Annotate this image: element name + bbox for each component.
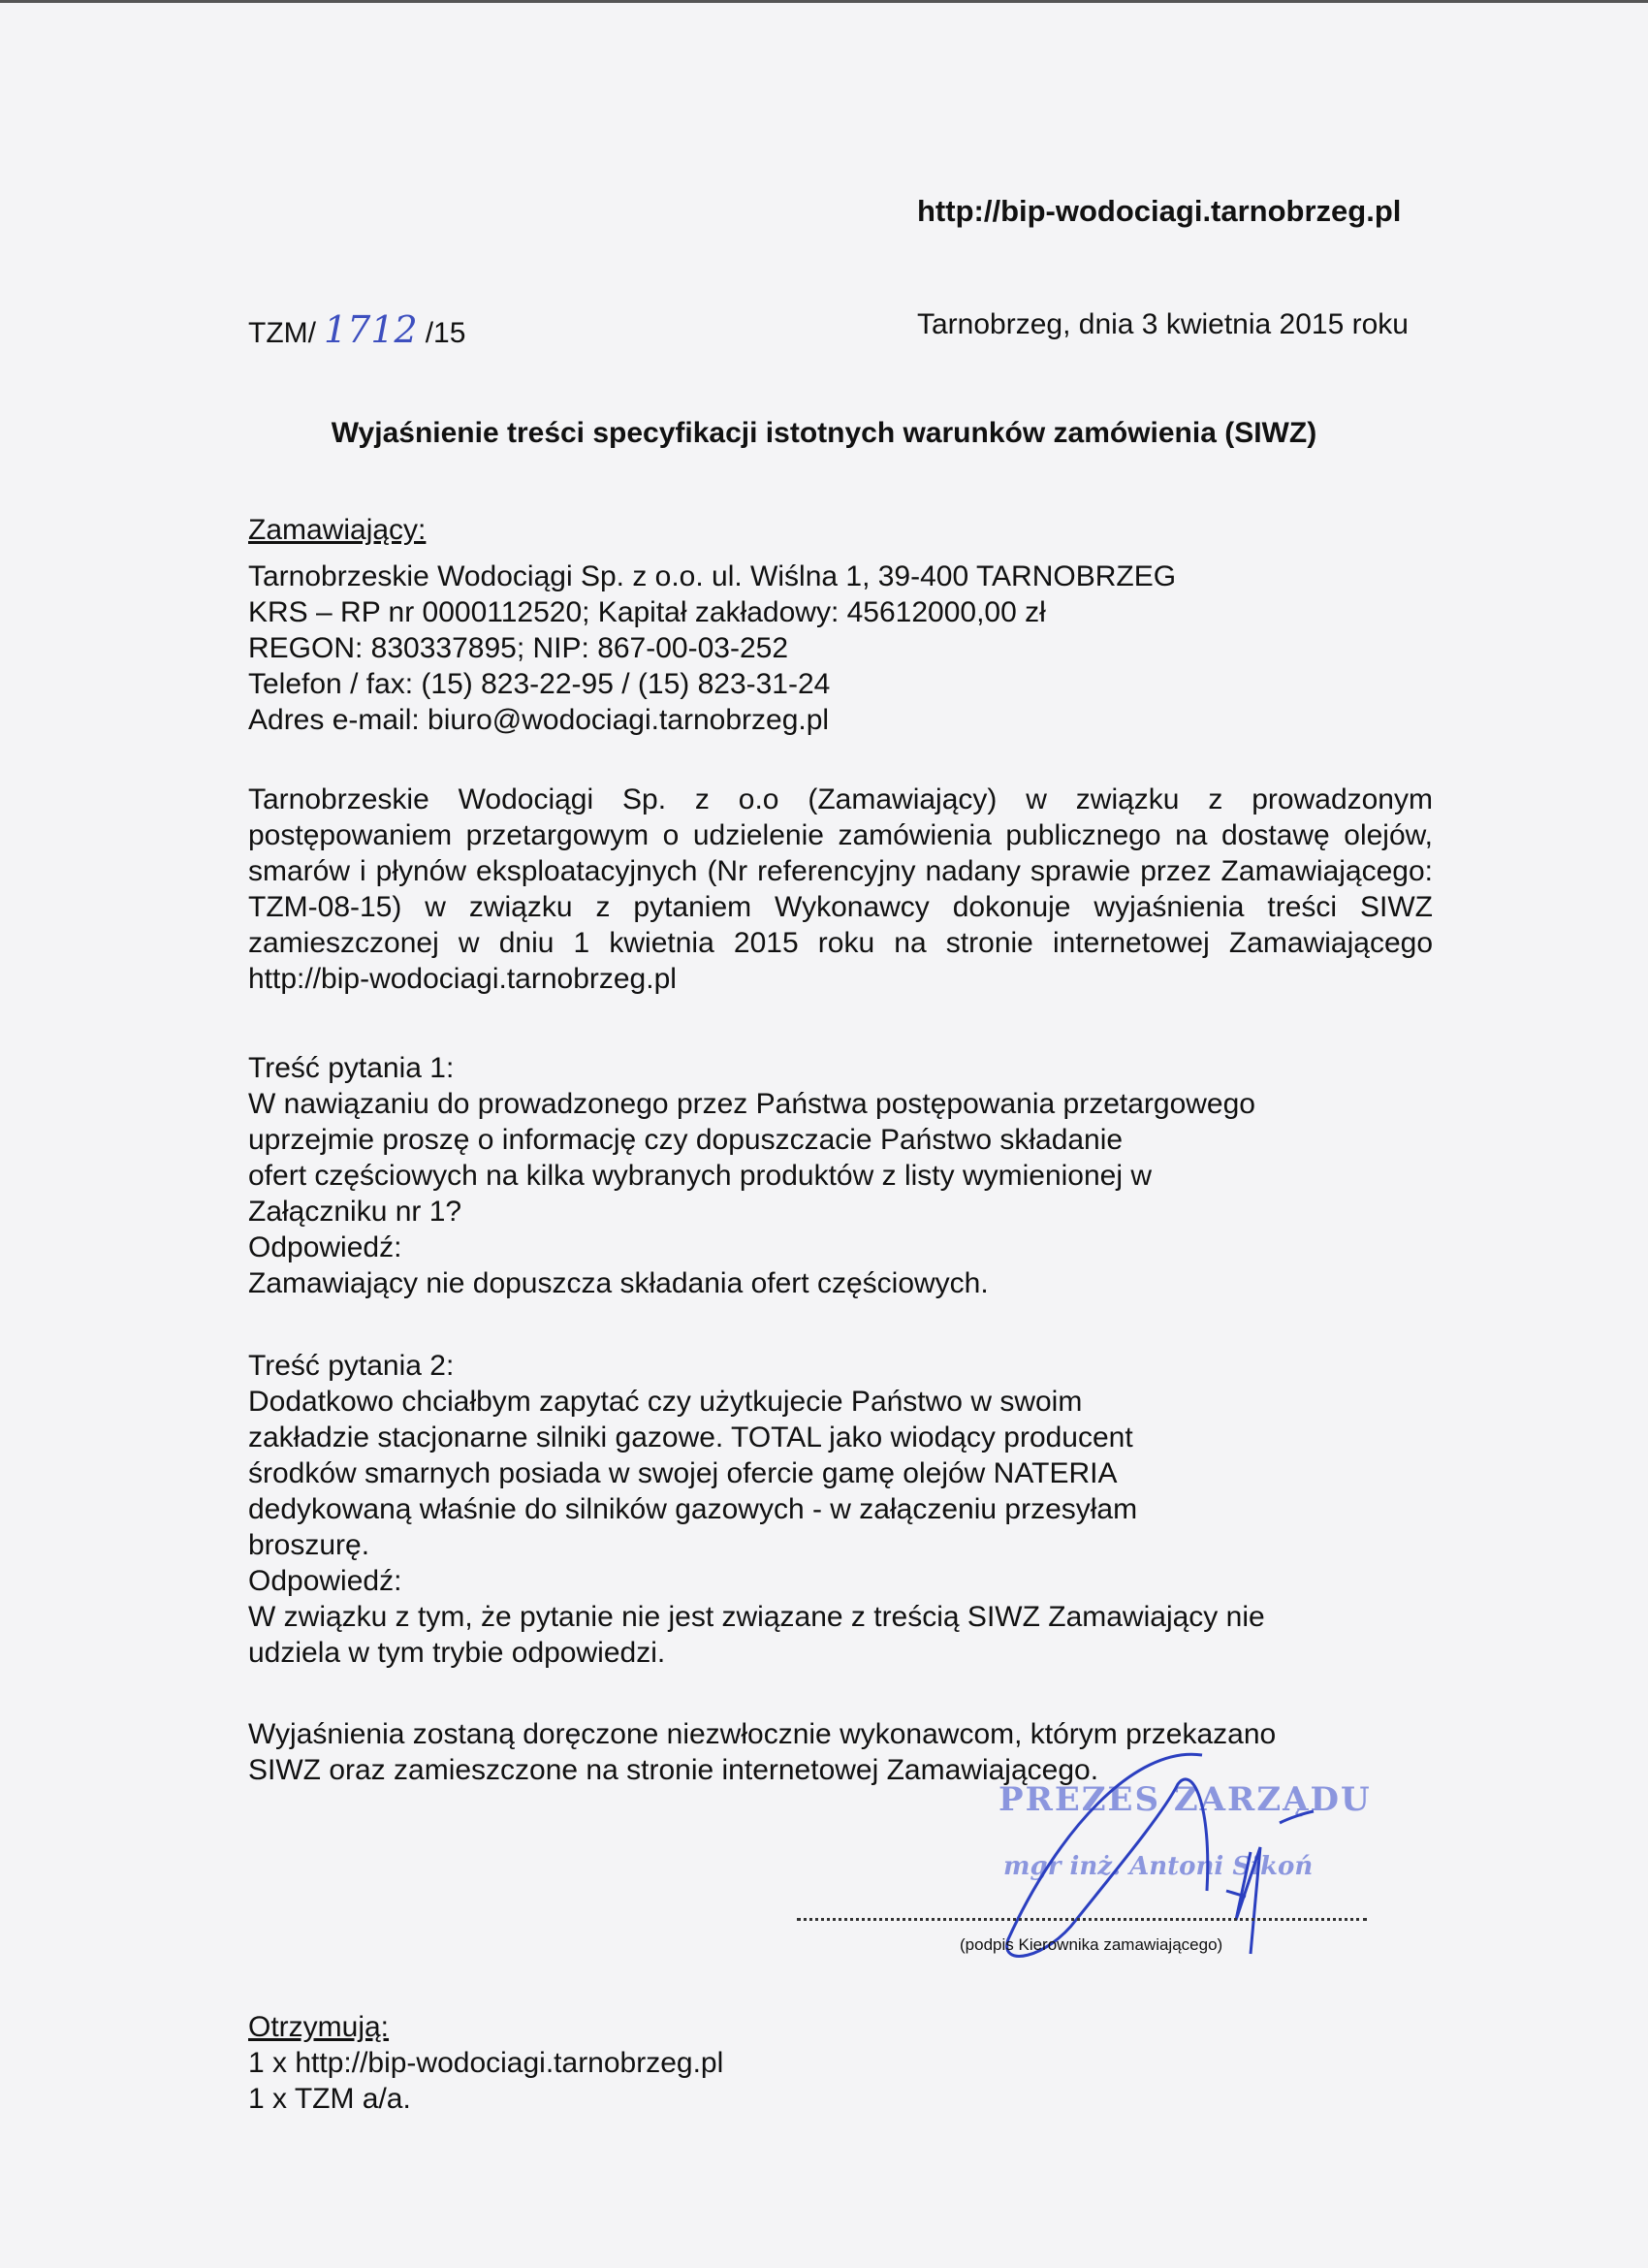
question-1	[248, 1050, 1255, 1301]
question-line: W nawiązaniu do prowadzonego przez Państwa postępowania przetargowego	[248, 1088, 1255, 1120]
question-label: Treść pytania 1:	[248, 1052, 455, 1084]
recipients	[248, 2009, 723, 2117]
question-line: Załączniku nr 1?	[248, 1196, 462, 1228]
ref-prefix: TZM/	[248, 317, 316, 349]
scan-edge	[0, 0, 1648, 3]
recipient-item: 1 x TZM a/a.	[248, 2083, 411, 2115]
question-line: dedykowaną właśnie do silników gazowych - w załączeniu przesyłam	[248, 1493, 1138, 1525]
buyer-heading: Zamawiający:	[248, 514, 427, 546]
question-line: zakładzie stacjonarne silniki gazowe. TOTAL jako wiodący producent	[248, 1421, 1133, 1453]
ref-suffix: /15	[425, 317, 466, 349]
intro-paragraph: Tarnobrzeskie Wodociągi Sp. z o.o (Zamawiający) w związku z prowadzonym postępowaniem przetargowym o udzielenie zamówienia publicznego na dostawę olejów, smarów i płynów eksploatacyjnych (Nr referencyjny nadany sprawie przez Zamawiającego: TZM-08-15) w związku z pytaniem Wykonawcy dokonuje wyjaśnienia treści SIWZ zamieszczonej w dniu 1 kwietnia 2015 roku na stronie internetowej Zamawiającego http://bip-wodociagi.tarnobrzeg.pl	[248, 783, 1433, 995]
buyer-line: REGON: 830337895; NIP: 867-00-03-252	[248, 632, 789, 664]
buyer-details	[248, 559, 1176, 738]
question-line: broszurę.	[248, 1529, 370, 1561]
answer-label: Odpowiedź:	[248, 1231, 402, 1263]
signature-label: (podpis Kierownika zamawiającego)	[960, 1935, 1223, 1954]
answer-line: W związku z tym, że pytanie nie jest związane z treścią SIWZ Zamawiający nie	[248, 1601, 1265, 1633]
question-line: uprzejmie proszę o informację czy dopuszczacie Państwo składanie	[248, 1124, 1124, 1156]
header-url: http://bip-wodociagi.tarnobrzeg.pl	[917, 194, 1402, 228]
question-line: środków smarnych posiada w swojej ofercie gamę olejów NATERIA	[248, 1457, 1118, 1489]
buyer-line: Tarnobrzeskie Wodociągi Sp. z o.o. ul. Wiślna 1, 39-400 TARNOBRZEG	[248, 560, 1177, 592]
stamp-title: PREZES ZARZĄDU	[998, 1780, 1372, 1819]
signature-line	[797, 1918, 1367, 1921]
question-label: Treść pytania 2:	[248, 1350, 455, 1382]
reference-number	[248, 308, 465, 351]
closing-line: SIWZ oraz zamieszczone na stronie internetowej Zamawiającego.	[248, 1754, 1099, 1786]
document-date: Tarnobrzeg, dnia 3 kwietnia 2015 roku	[917, 308, 1409, 340]
closing-line: Wyjaśnienia zostaną doręczone niezwłocznie wykonawcom, którym przekazano	[248, 1718, 1277, 1750]
recipients-heading: Otrzymują:	[248, 2011, 390, 2043]
stamp-name: mgr inż. Antoni Sikoń	[1003, 1852, 1314, 1881]
question-line: ofert częściowych na kilka wybranych produktów z listy wymienionej w	[248, 1160, 1153, 1192]
buyer-line: Adres e-mail: biuro@wodociagi.tarnobrzeg.pl	[248, 704, 830, 736]
handwritten-signature-icon	[969, 1745, 1318, 1959]
answer-line: Zamawiający nie dopuszcza składania ofert częściowych.	[248, 1267, 989, 1299]
recipient-item: 1 x http://bip-wodociagi.tarnobrzeg.pl	[248, 2047, 724, 2079]
question-2	[248, 1348, 1265, 1671]
buyer-line: KRS – RP nr 0000112520; Kapitał zakładowy: 45612000,00 zł	[248, 596, 1046, 628]
answer-label: Odpowiedź:	[248, 1565, 402, 1597]
ref-handwritten-number: 1712	[323, 308, 418, 351]
buyer-line: Telefon / fax: (15) 823-22-95 / (15) 823-31-24	[248, 668, 831, 700]
question-line: Dodatkowo chciałbym zapytać czy użytkujecie Państwo w swoim	[248, 1386, 1083, 1418]
answer-line: udziela w tym trybie odpowiedzi.	[248, 1637, 666, 1669]
document-title: Wyjaśnienie treści specyfikacji istotnych warunków zamówienia (SIWZ)	[331, 417, 1317, 449]
